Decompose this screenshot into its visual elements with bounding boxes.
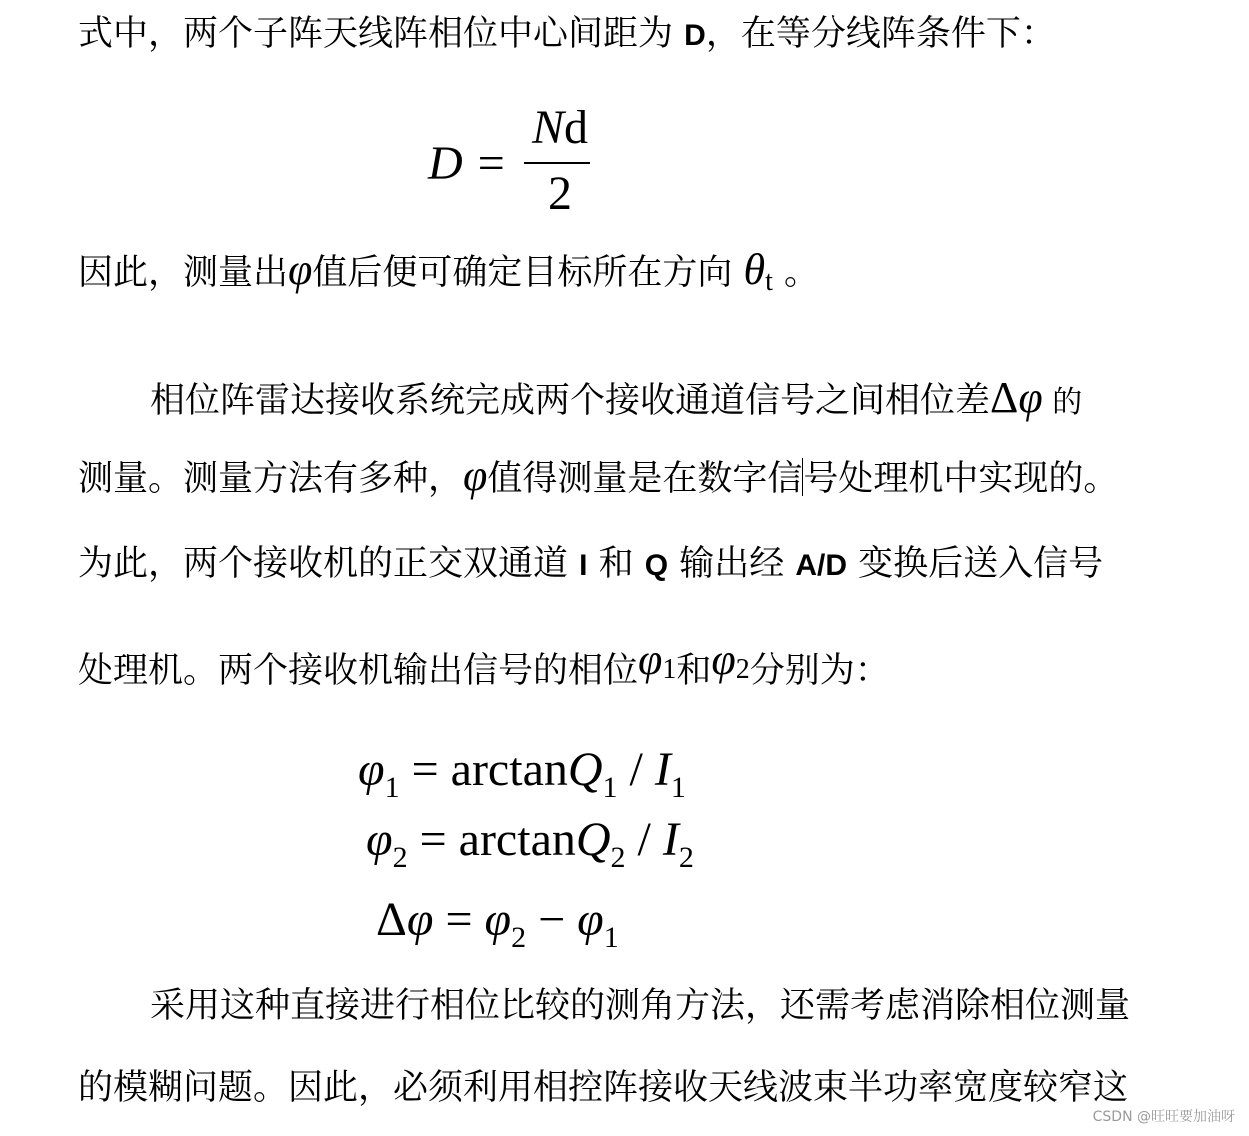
text-run: 相位阵雷达接收系统完成两个接收通道信号之间相位差 (150, 381, 991, 421)
text-run: 号处理机中实现的。 (803, 459, 1119, 499)
paragraph-line-4 (78, 451, 1119, 501)
text-run: 输出经 (668, 544, 796, 584)
paragraph-line-6 (78, 635, 890, 693)
text-run: 式中，两个子阵天线阵相位中心间距为 (78, 14, 685, 54)
watermark: CSDN @旺旺要加油呀 (1092, 1109, 1235, 1125)
symbol-ad: A/D (795, 549, 848, 582)
subscript-t: t (765, 266, 773, 297)
text-run: 值得测量是在数字信 (487, 459, 803, 499)
paragraph-line-3 (150, 373, 1083, 425)
symbol-d: D (684, 19, 706, 52)
symbol-phi: φ (288, 245, 313, 294)
text-run: 值后便可确定目标所在方向 (312, 253, 744, 293)
text-run: 变换后送入信号 (847, 544, 1104, 584)
equation-delta-phi: $\Delta\varphi = \varphi_2 - \varphi_1$ (376, 893, 619, 954)
equation-phi1: $\varphi_1 = \arctan Q_1 / I_1$ (358, 743, 686, 804)
text-run: 采用这种直接进行相位比较的测角方法，还需考虑消除相位测量 (150, 986, 1131, 1026)
paragraph-line-2 (78, 245, 820, 304)
paragraph-line-8 (78, 1066, 1128, 1110)
fraction-denominator: 2 (548, 167, 572, 220)
symbol-phi: φ (463, 451, 488, 500)
symbol-theta: θ (743, 245, 766, 294)
fraction-bar (524, 162, 590, 164)
paragraph-line-7 (150, 984, 1130, 1028)
subscript-1: 1 (662, 654, 677, 685)
text-run: 。 (772, 253, 820, 293)
symbol-i: I (579, 549, 588, 582)
symbol-phi-2: φ (711, 635, 736, 684)
fraction-lhs: D = (428, 137, 508, 190)
equation-phi2: $\varphi_2 = \arctan Q_2 / I_2$ (366, 813, 694, 874)
text-run: 的 (1042, 385, 1083, 420)
text-run: 因此，测量出 (78, 253, 289, 293)
equation-fraction (428, 100, 628, 230)
symbol-delta: Δ (990, 373, 1019, 422)
paragraph-line-5 (78, 542, 1103, 588)
fraction-numerator: Nd (531, 101, 588, 154)
text-run: 和 (676, 651, 712, 691)
text-run: ，在等分线阵条件下： (705, 14, 1056, 54)
symbol-phi: φ (1018, 373, 1043, 422)
subscript-2: 2 (735, 654, 750, 685)
text-run: 和 (587, 544, 645, 584)
text-run: 的模糊问题。因此，必须利用相控阵接收天线波束半功率宽度较窄这 (78, 1068, 1129, 1108)
paragraph-line-1 (78, 12, 1056, 58)
text-run: 分别为： (749, 651, 890, 691)
symbol-q: Q (644, 549, 669, 582)
text-run: 处理机。两个接收机输出信号的相位 (78, 651, 639, 691)
text-run: 测量。测量方法有多种， (78, 459, 464, 499)
text-run: 为此，两个接收机的正交双通道 (78, 544, 580, 584)
symbol-phi-1: φ (638, 635, 663, 684)
